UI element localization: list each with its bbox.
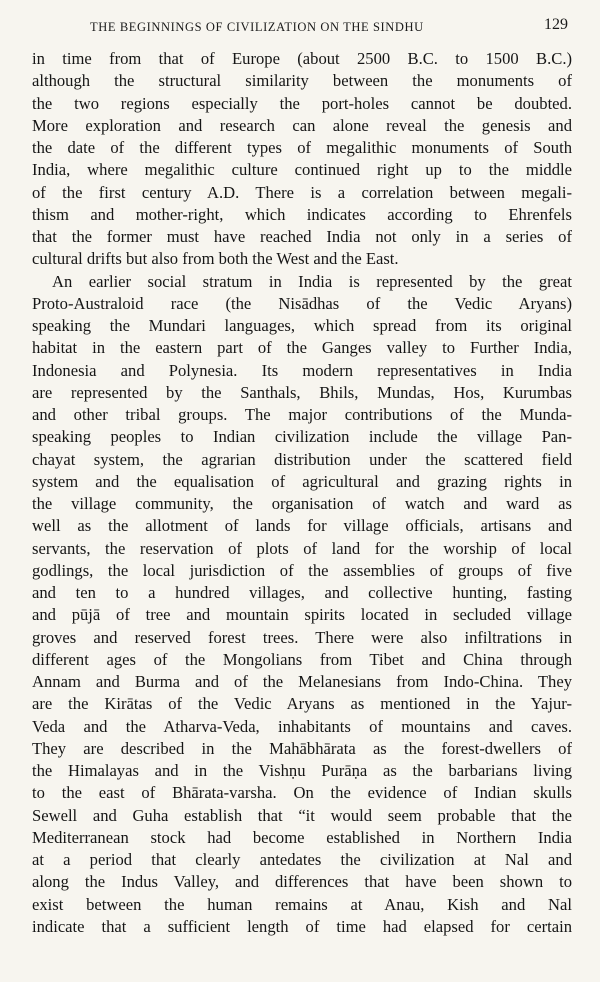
text-line: indicate that a sufficient length of time had elapsed for certain [32,916,572,936]
text-line: different ages of the Mongolians from Tibet and China through [32,649,572,669]
text-line: Proto-Australoid race (the Nisādhas of the Vedic Aryans) [32,293,572,313]
text-line: groves and reserved forest trees. There were also infiltrations in [32,627,572,647]
text-line: Indonesia and Polynesia. Its modern representatives in India [32,360,572,380]
page-number: 129 [544,16,568,33]
text-line: that the former must have reached India not only in a series of [32,227,572,246]
text-line: exist between the human remains at Anau, Kish and Nal [32,894,572,914]
text-line: and pūjā of tree and mountain spirits located in secluded village [32,605,572,625]
text-line: India, where megalithic culture continued right up to the middle [32,160,572,180]
text-line: the village community, the organisation of watch and ward as [32,494,572,513]
text-line: are the Kirātas of the Vedic Aryans as mentioned in the Yajur- [32,694,572,714]
text-line: and other tribal groups. The major contributions of the Munda- [32,405,572,424]
text-line: cultural drifts but also from both the West and the East. [32,249,399,269]
text-line: thism and mother-right, which indicates according to Ehrenfels [32,204,572,224]
text-line: at a period that clearly antedates the civilization at Nal and [32,850,572,869]
text-line: the two regions especially the port-holes cannot be doubted. [32,93,572,113]
text-line: and ten to a hundred villages, and collective hunting, fasting [32,583,572,602]
text-line: Annam and Burma and of the Melanesians from Indo-China. They [32,672,572,691]
text-line: in time from that of Europe (about 2500 B.C. to 1500 B.C.) [32,49,572,68]
text-line: Mediterranean stock had become established in Northern India [32,827,572,847]
text-line: speaking the Mundari languages, which spread from its original [32,316,572,335]
text-line: of the first century A.D. There is a correlation between megali- [32,182,572,202]
text-line: well as the allotment of lands for village officials, artisans and [32,516,572,536]
text-line: to the east of Bhārata-varsha. On the evidence of Indian skulls [32,783,572,803]
text-line: Veda and the Atharva-Veda, inhabitants of mountains and caves. [32,716,572,736]
paragraph [32,271,572,939]
paragraph [32,48,572,271]
text-line: An earlier social stratum in India is represented by the great [52,271,572,291]
text-line: system and the equalisation of agricultural and grazing rights in [32,471,572,491]
text-line: the Himalayas and in the Vishṇu Purāṇa as the barbarians living [32,761,572,780]
text-line: servants, the reservation of plots of land for the worship of local [32,538,572,558]
text-line: Sewell and Guha establish that “it would seem probable that the [32,805,572,825]
text-line: speaking peoples to Indian civilization include the village Pan- [32,427,572,447]
text-line: along the Indus Valley, and differences that have been shown to [32,872,572,892]
text-line: habitat in the eastern part of the Ganges valley to Further India, [32,338,572,358]
running-title: THE BEGINNINGS OF CIVILIZATION ON THE SINDHU [90,20,424,34]
text-line: More exploration and research can alone reveal the genesis and [32,115,572,135]
text-line: are represented by the Santhals, Bhils, Mundas, Hos, Kurumbas [32,382,572,402]
body-text [32,48,572,938]
text-line: chayat system, the agrarian distribution under the scattered field [32,449,572,469]
text-line: They are described in the Mahābhārata as the forest-dwellers of [32,738,572,758]
text-line: the date of the different types of megalithic monuments of South [32,138,572,157]
text-line: although the structural similarity between the monuments of [32,71,572,91]
text-line: godlings, the local jurisdiction of the assemblies of groups of five [32,560,572,580]
running-header [32,14,572,40]
